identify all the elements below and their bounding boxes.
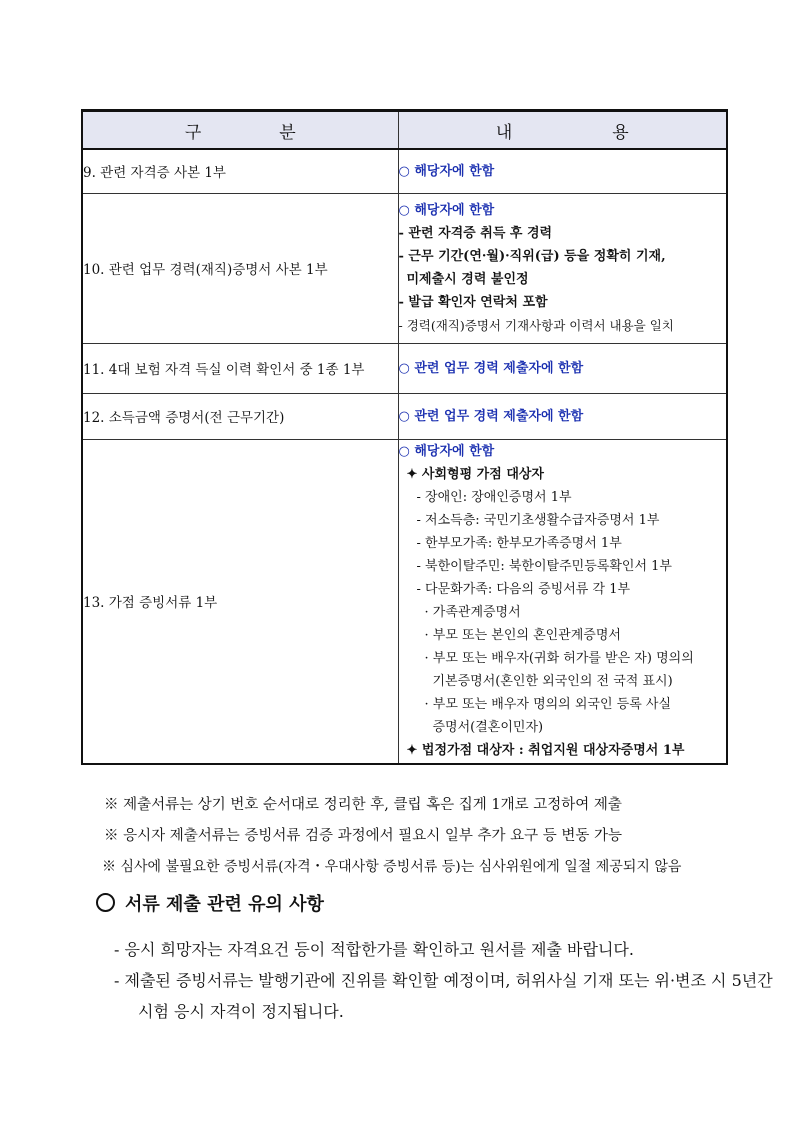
caution-item: - 응시 희망자는 자격요건 등이 적합한가를 확인하고 원서를 제출 바랍니다.	[114, 940, 634, 959]
section-heading	[96, 890, 324, 916]
row-content	[398, 393, 727, 439]
note-item: ※ 응시자 제출서류는 증빙서류 검증 과정에서 필요시 일부 추가 요구 등 변동 가능	[104, 828, 623, 844]
content-line: - 북한이탈주민: 북한이탈주민등록확인서 1부	[416, 559, 672, 575]
content-line: 증명서(결혼이민자)	[432, 720, 544, 736]
content-line: - 다문화가족: 다음의 증빙서류 각 1부	[416, 582, 631, 598]
row-category: 10. 관련 업무 경력(재직)증명서 사본 1부	[82, 193, 398, 343]
content-line: 기본증명서(혼인한 외국인의 전 국적 표시)	[432, 674, 673, 690]
content-line: ○ 관련 업무 경력 제출자에 한함	[398, 360, 584, 376]
content-line: ✦ 법정가점 대상자 : 취업지원 대상자증명서 1부	[406, 743, 685, 759]
header-category	[82, 111, 398, 150]
row-content	[398, 193, 727, 343]
section-title: 서류 제출 관련 유의 사항	[125, 894, 324, 915]
content-line: ✦ 사회형평 가점 대상자	[406, 467, 544, 483]
table-row	[82, 343, 727, 393]
table-row	[82, 393, 727, 439]
row-category: 9. 관련 자격증 사본 1부	[82, 149, 398, 193]
row-category: 11. 4대 보험 자격 득실 이력 확인서 중 1종 1부	[82, 343, 398, 393]
note-item: ※ 제출서류는 상기 번호 순서대로 정리한 후, 클립 혹은 집게 1개로 고정하여 제출	[104, 797, 622, 813]
content-line: ○ 해당자에 한함	[398, 444, 495, 460]
row-content	[398, 149, 727, 193]
content-line: - 저소득층: 국민기초생활수급자증명서 1부	[416, 513, 660, 529]
content-line: - 발급 확인자 연락처 포함	[398, 295, 548, 310]
row-content	[398, 439, 727, 764]
caution-item: - 제출된 증빙서류는 발행기관에 진위를 확인할 예정이며, 허위사실 기재 또는 위·변조 시 5년간 시험 응시 자격이 정지됩니다.	[114, 971, 773, 1021]
content-line: - 관련 자격증 취득 후 경력	[398, 226, 553, 241]
note-item: ※ 심사에 불필요한 증빙서류(자격・우대사항 증빙서류 등)는 심사위원에게 일절 제공되지 않음	[102, 859, 682, 875]
requirements-table	[81, 109, 728, 765]
content-line: - 한부모가족: 한부모가족증명서 1부	[416, 536, 622, 552]
content-line: · 부모 또는 배우자(귀화 허가를 받은 자) 명의의	[424, 651, 694, 667]
row-content	[398, 343, 727, 393]
table-row	[82, 193, 727, 343]
table-row	[82, 149, 727, 193]
content-line: ○ 해당자에 한함	[398, 203, 495, 218]
row-category: 12. 소득금액 증명서(전 근무기간)	[82, 393, 398, 439]
table-header-row	[82, 111, 727, 150]
notes-block	[104, 790, 744, 883]
content-line: - 근무 기간(연·월)·직위(급) 등을 정확히 기재,	[398, 249, 666, 264]
content-line: ○ 관련 업무 경력 제출자에 한함	[398, 408, 584, 424]
content-line: · 부모 또는 배우자 명의의 외국인 등록 사실	[424, 697, 672, 713]
content-line: · 부모 또는 본인의 혼인관계증명서	[424, 628, 621, 644]
header-category-char2: 분	[279, 122, 296, 143]
header-content-char1: 내	[495, 122, 513, 143]
content-line: - 장애인: 장애인증명서 1부	[416, 490, 572, 506]
content-line: - 경력(재직)증명서 기재사항과 이력서 내용을 일치	[398, 318, 674, 333]
table-row	[82, 439, 727, 764]
header-category-char1: 구	[184, 122, 202, 143]
circle-bullet-icon	[96, 893, 115, 912]
content-line: 미제출시 경력 불인정	[406, 272, 529, 287]
content-line: · 가족관계증명서	[424, 605, 521, 621]
content-line: ○ 해당자에 한함	[398, 163, 495, 179]
header-content	[398, 111, 727, 150]
row-category: 13. 가점 증빙서류 1부	[82, 439, 398, 764]
header-content-char2: 용	[612, 122, 629, 143]
